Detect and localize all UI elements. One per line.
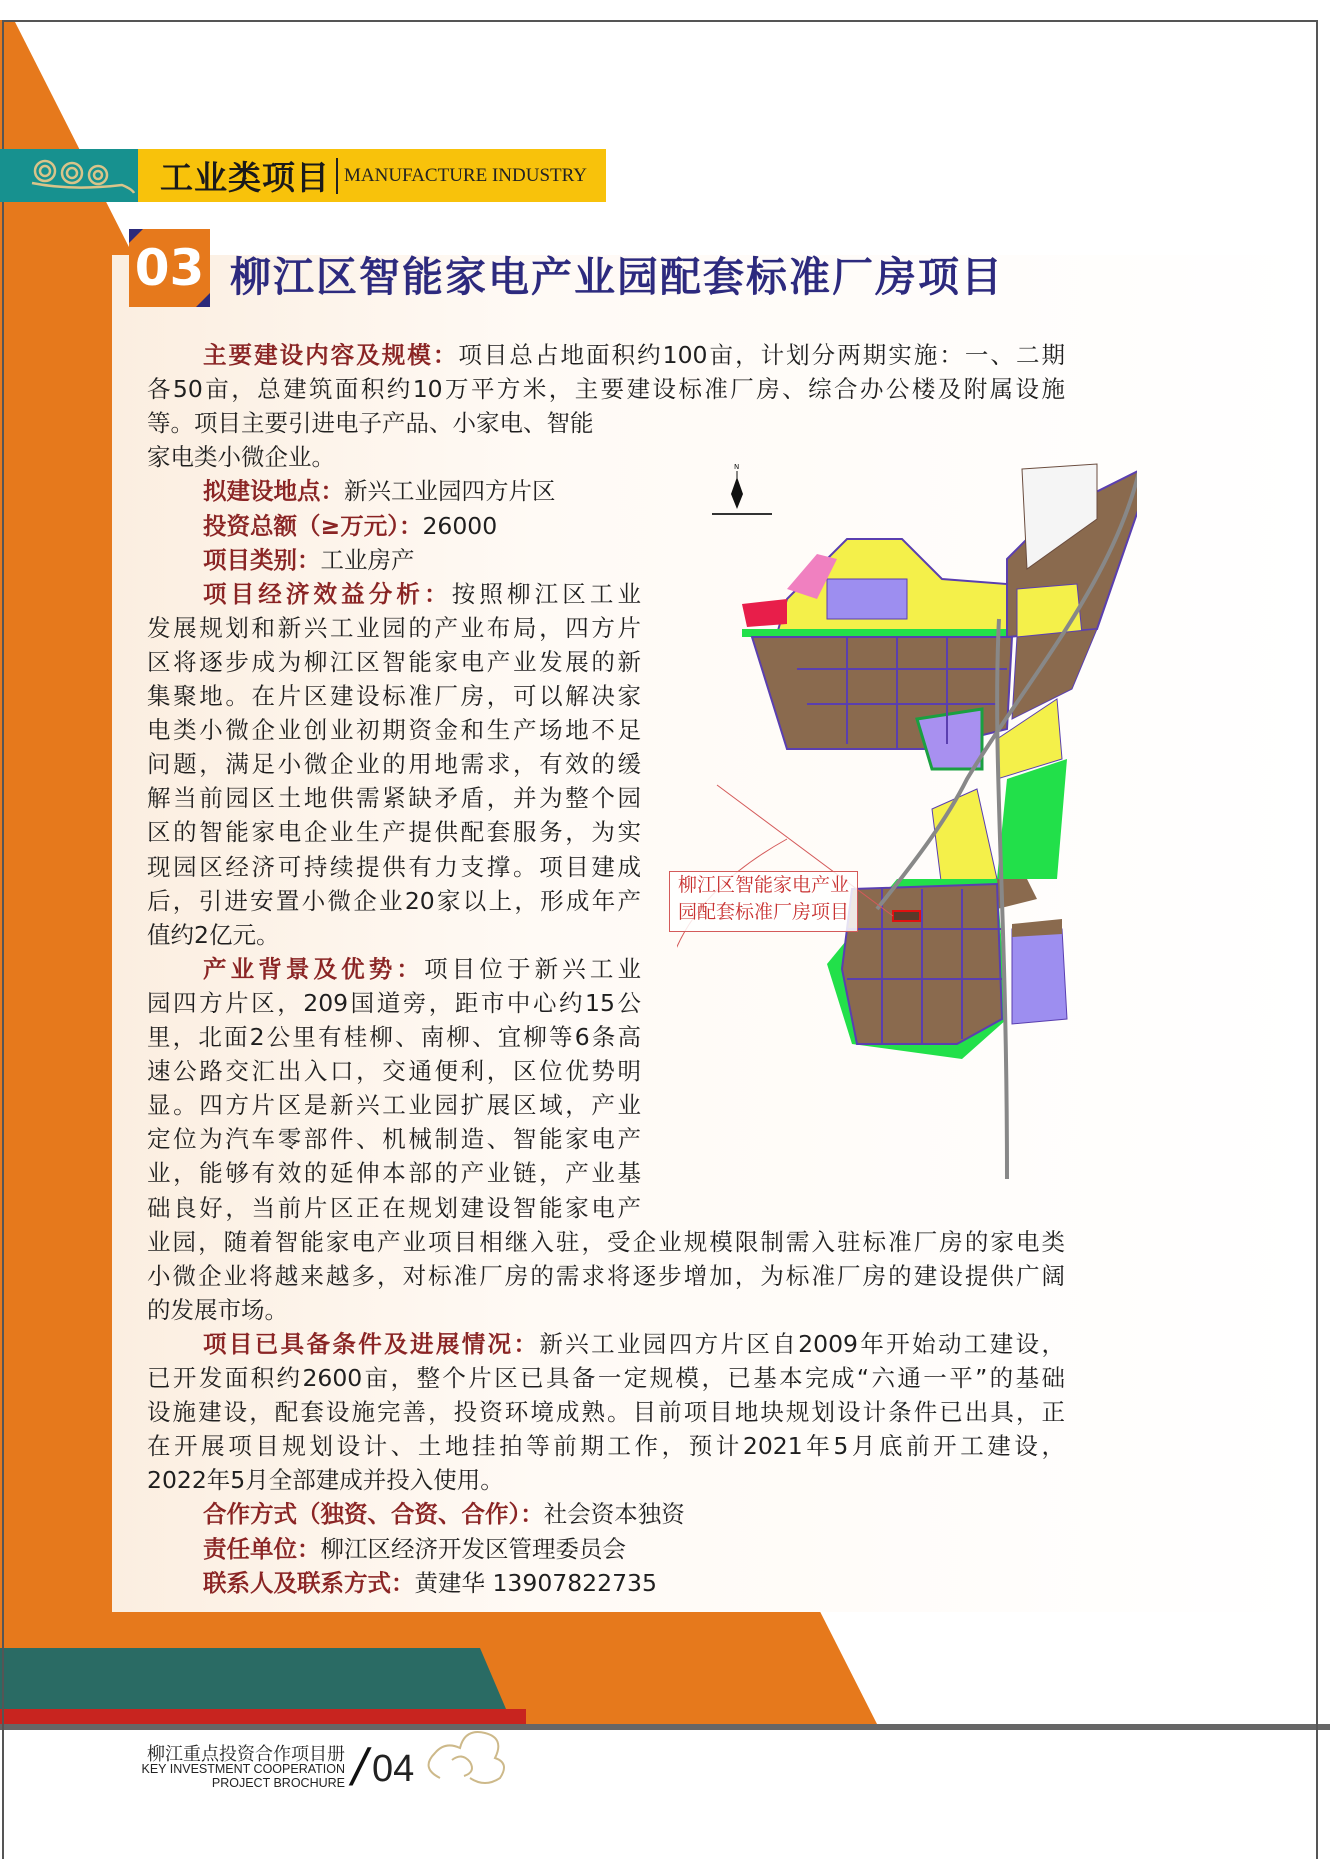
project-title: 柳江区智能家电产业园配套标准厂房项目 <box>230 253 1004 301</box>
body-line <box>147 1395 1065 1429</box>
footer-slash: / <box>352 1738 368 1792</box>
body-line <box>147 1054 641 1088</box>
body-line <box>147 781 641 815</box>
body-line <box>203 509 497 543</box>
site-plan-map <box>677 459 1137 1179</box>
section-title-en: MANUFACTURE INDUSTRY <box>344 164 587 186</box>
field-label: 主要建设内容及规模： <box>203 341 459 369</box>
body-line <box>147 986 641 1020</box>
field-text: 新兴工业园四方片区 <box>344 477 556 506</box>
body-line <box>147 1361 1065 1395</box>
field-text: 业，能够有效的延伸本部的产业链，产业基 <box>147 1159 641 1188</box>
zone-purple <box>827 579 907 619</box>
field-text: 业园，随着智能家电产业项目相继入驻，受企业规模限制需入驻标准厂房的家电类 <box>147 1227 1065 1256</box>
body-line <box>147 406 594 440</box>
body-line <box>147 440 335 474</box>
field-text: 电类小微企业创业初期资金和生产场地不足 <box>147 716 641 745</box>
body-line <box>147 679 641 713</box>
field-text: 设施建设，配套设施完善，投资环境成熟。目前项目地块规划设计条件已出具，正 <box>147 1398 1065 1427</box>
footer-title-cn: 柳江重点投资合作项目册 <box>147 1744 345 1765</box>
body-line <box>203 1327 1065 1361</box>
number-corner-bottom <box>196 293 210 307</box>
body-line <box>147 1463 504 1497</box>
field-text: 集聚地。在片区建设标准厂房，可以解决家 <box>147 682 641 710</box>
north-arrow-icon <box>712 463 772 514</box>
body-line <box>147 884 641 918</box>
section-header <box>138 149 606 202</box>
zone-green-mid <box>997 759 1067 879</box>
section-divider <box>336 158 338 194</box>
number-corner-top <box>129 229 143 243</box>
field-text: 在开展项目规划设计、土地挂拍等前期工作，预计2021年5月底前开工建设， <box>147 1432 1065 1461</box>
zone-purple-south <box>1012 929 1067 1024</box>
body-line <box>203 338 1065 372</box>
body-line <box>147 713 641 747</box>
field-text: 新兴工业园四方片区自2009年开始动工建设， <box>539 1329 1065 1358</box>
field-label: 项目已具备条件及进展情况： <box>203 1329 540 1358</box>
body-line <box>147 645 641 679</box>
gray-rule <box>0 1724 1330 1730</box>
body-line <box>147 1293 288 1327</box>
field-text: 家电类小微企业。 <box>147 443 335 472</box>
field-text: 解当前园区土地供需紧缺矛盾，并为整个园 <box>147 784 641 813</box>
body-line <box>147 815 641 849</box>
field-label: 产业背景及优势： <box>203 954 425 983</box>
body-line <box>147 1259 1065 1293</box>
project-number: 03 <box>129 229 210 307</box>
field-text: 问题，满足小微企业的用地需求，有效的缓 <box>147 750 641 779</box>
zone-brown-se <box>1012 919 1062 937</box>
field-text: 项目位于新兴工业 <box>424 954 642 983</box>
zone-yellow-east <box>1017 584 1082 637</box>
body-line <box>147 1225 1065 1259</box>
footer-title-en <box>141 1762 345 1790</box>
teal-band <box>0 1648 506 1709</box>
field-text: 2022年5月全部建成并投入使用。 <box>147 1466 504 1495</box>
body-line <box>203 543 415 577</box>
field-text: 定位为汽车零部件、机械制造、智能家电产 <box>147 1125 641 1154</box>
field-text: 里，北面2公里有桂柳、南柳、宜柳等6条高 <box>147 1023 641 1051</box>
field-label: 责任单位： <box>203 1534 321 1563</box>
footer-title-en-line2: PROJECT BROCHURE <box>211 1776 345 1790</box>
field-text: 的发展市场。 <box>147 1295 288 1324</box>
callout-line1: 柳江区智能家电产业 <box>677 875 849 896</box>
body-line <box>147 1191 641 1225</box>
field-text: 社会资本独资 <box>543 1500 685 1529</box>
map-callout <box>669 871 858 932</box>
body-line <box>147 747 641 781</box>
body-line <box>147 918 279 952</box>
field-text: 柳江区经济开发区管理委员会 <box>320 1534 626 1563</box>
zone-green-strip <box>742 629 1017 637</box>
field-text: 小微企业将越来越多，对标准厂房的需求将逐步增加，为标准厂房的建设提供广阔 <box>147 1261 1065 1290</box>
section-ornament <box>0 149 138 202</box>
field-text: 现园区经济可持续提供有力支撑。项目建成 <box>147 852 641 881</box>
body-line <box>147 1429 1065 1463</box>
body-line <box>147 1156 641 1190</box>
page-number: 04 <box>372 1748 415 1790</box>
project-site-marker <box>893 911 920 921</box>
field-text: 值约2亿元。 <box>147 920 280 949</box>
red-band <box>0 1709 526 1724</box>
field-label: 项目经济效益分析： <box>203 579 452 608</box>
field-label: 投资总额（≥万元）： <box>203 511 423 540</box>
cloud-icon <box>0 149 138 202</box>
callout-line2: 园配套标准厂房项目 <box>677 902 849 923</box>
field-text: 速公路交汇出入口，交通便利，区位优势明 <box>147 1057 641 1086</box>
field-text: 按照柳江区工业 <box>451 579 642 608</box>
zone-red <box>742 599 787 627</box>
body-line <box>203 952 641 986</box>
body-line <box>203 1532 626 1566</box>
cloud-ornament <box>429 1732 504 1783</box>
body-line <box>147 1020 641 1054</box>
body-line <box>147 1122 641 1156</box>
field-text: 工业房产 <box>320 545 415 574</box>
body-line <box>147 611 641 645</box>
body-line <box>203 474 556 508</box>
field-text: 黄建华 13907822735 <box>414 1568 657 1597</box>
field-text: 区将逐步成为柳江区智能家电产业发展的新 <box>147 647 641 676</box>
field-text: 显。四方片区是新兴工业园扩展区域，产业 <box>147 1091 641 1120</box>
body-line <box>147 850 641 884</box>
body-line <box>203 1566 657 1600</box>
body-line <box>203 577 641 611</box>
field-text: 26000 <box>422 511 498 540</box>
body-line <box>147 1088 641 1122</box>
field-text: 区的智能家电企业生产提供配套服务，为实 <box>147 818 641 847</box>
field-label: 联系人及联系方式： <box>203 1568 415 1597</box>
body-line <box>147 372 1065 406</box>
field-text: 等。项目主要引进电子产品、小家电、智能 <box>147 409 594 438</box>
field-label: 合作方式（独资、合资、合作）： <box>203 1500 544 1529</box>
field-text: 后，引进安置小微企业20家以上，形成年产 <box>147 886 641 915</box>
field-label: 项目类别： <box>203 545 321 574</box>
field-text: 础良好，当前片区正在规划建设智能家电产 <box>147 1193 641 1222</box>
section-title-cn: 工业类项目 <box>160 158 330 197</box>
field-text: 园四方片区，209国道旁，距市中心约15公 <box>147 988 641 1017</box>
zone-lake <box>917 709 982 769</box>
field-text: 项目总占地面积约100亩，计划分两期实施：一、二期 <box>458 341 1065 369</box>
field-text: 发展规划和新兴工业园的产业布局，四方片 <box>147 613 641 642</box>
zone-yellow-south <box>932 789 997 889</box>
footer-title-en-line1: KEY INVESTMENT COOPERATION <box>141 1762 345 1776</box>
body-line <box>203 1497 685 1531</box>
field-label: 拟建设地点： <box>203 477 344 506</box>
field-text: 已开发面积约2600亩，整个片区已具备一定规模，已基本完成“六通一平”的基础 <box>147 1364 1065 1392</box>
north-label: N <box>734 463 740 471</box>
field-text: 各50亩，总建筑面积约10万平方米，主要建设标准厂房、综合办公楼及附属设施 <box>147 375 1065 404</box>
